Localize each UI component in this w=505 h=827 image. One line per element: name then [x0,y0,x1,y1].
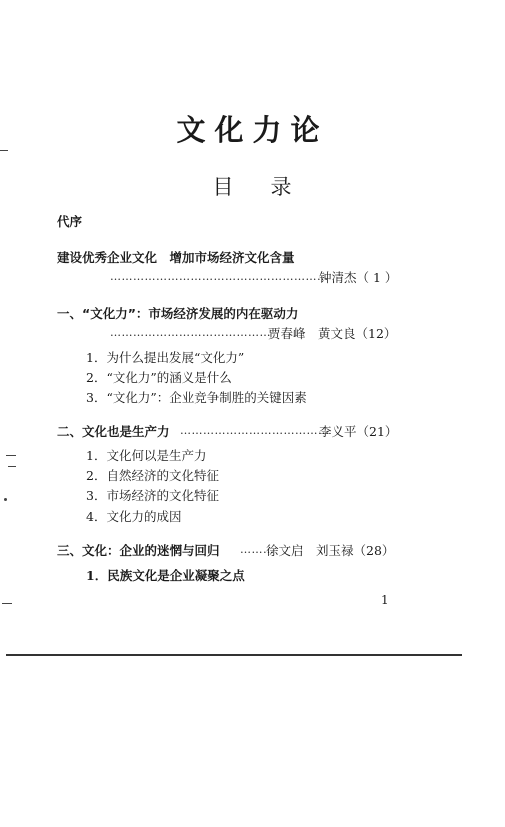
sub-item: 2．自然经济的文化特征 [86,468,219,483]
sub-item: 2．“文化力”的涵义是什么 [86,370,232,385]
entry-title: 一、“文化力”：市场经济发展的内在驱动力 [57,306,299,321]
scan-mark [6,455,16,456]
page-edge-line [6,654,462,656]
sub-item: 1．民族文化是企业凝聚之点 [86,568,245,583]
scan-mark [0,150,8,151]
scan-mark [2,603,12,604]
entry-title: 建设优秀企业文化 增加市场经济文化含量 [57,250,295,265]
entry-title: 二、文化也是生产力 [57,424,170,439]
entry-author-page: 徐文启 刘玉禄（28） [266,543,395,558]
sub-item: 3．市场经济的文化特征 [86,488,219,503]
sub-item: 1．文化何以是生产力 [86,448,207,463]
book-title: 文化力论 [176,113,329,147]
toc-heading-char-2: 录 [270,175,293,199]
leader-dots: ………………………………………………… [110,270,329,283]
sub-item: 1．为什么提出发展“文化力” [86,350,245,365]
entry-title: 三、文化：企业的迷惘与回归 [57,543,220,558]
leader-dots: …………………………………… [110,326,271,339]
leader-dots: ………………………………… [180,424,330,437]
entry-author-page: 钟清杰（ 1 ） [319,270,398,285]
sub-item: 3．“文化力”：企业竞争制胜的关键因素 [86,390,307,405]
page-number: 1 [381,593,389,607]
scan-mark [8,466,16,467]
scan-mark [4,498,7,501]
preface-label: 代序 [57,214,83,229]
entry-author-page: 李义平（21） [319,424,398,439]
sub-item: 4．文化力的成因 [86,509,182,524]
entry-author-page: 贾春峰 黄文良（12） [268,326,397,341]
toc-heading-char-1: 目 [212,175,235,199]
leader-dots: ……… [240,543,275,556]
toc-heading [0,171,505,201]
